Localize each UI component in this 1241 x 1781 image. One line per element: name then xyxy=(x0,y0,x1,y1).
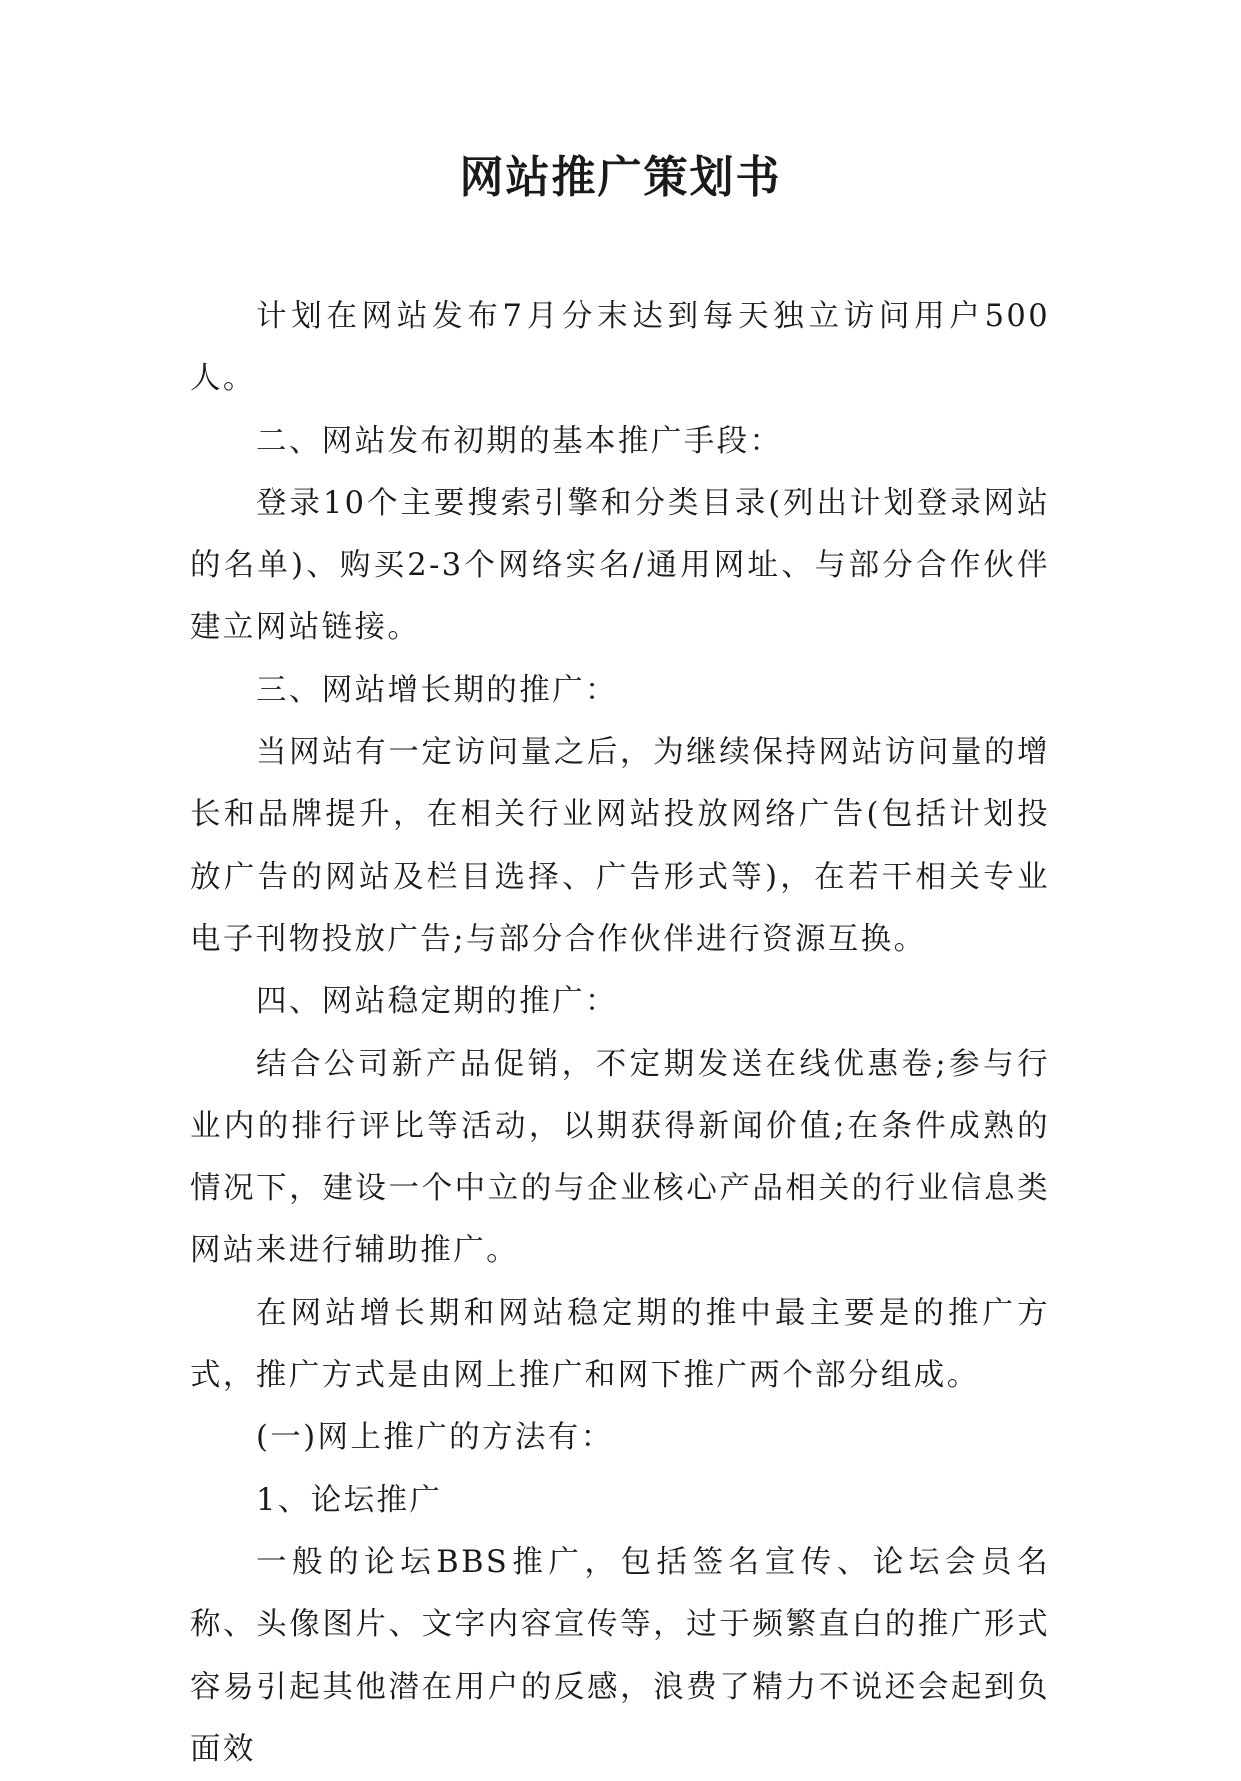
paragraph-promotion-methods: 在网站增长期和网站稳定期的推中最主要是的推广方式，推广方式是由网上推广和网下推广两个部分组成。 xyxy=(190,1295,1050,1394)
document-body xyxy=(190,286,1050,1781)
paragraph-growth-promotion: 当网站有一定访问量之后，为继续保持网站访问量的增长和品牌提升，在相关行业网站投放网络广告(包括计划投放广告的网站及栏目选择、广告形式等)，在若干相关专业电子刊物投放广告;与部分合作伙伴进行资源互换。 xyxy=(190,735,1050,957)
document-title: 网站推广策划书 xyxy=(459,152,782,203)
paragraph-initial-promotion: 登录10个主要搜索引擎和分类目录(列出计划登录网站的名单)、购买2-3个网络实名/通用网址、与部分合作伙伴建立网站链接。 xyxy=(190,485,1050,646)
heading-growth-promotion: 三、网站增长期的推广： xyxy=(256,672,618,708)
heading-forum-promotion: 1、论坛推广 xyxy=(256,1482,443,1518)
paragraph-goal: 计划在网站发布7月分末达到每天独立访问用户500人。 xyxy=(190,299,1050,397)
heading-stable-promotion: 四、网站稳定期的推广： xyxy=(256,984,618,1020)
heading-online-methods: (一)网上推广的方法有： xyxy=(256,1420,614,1456)
paragraph-forum-promotion: 一般的论坛BBS推广，包括签名宣传、论坛会员名称、头像图片、文字内容宣传等，过于频繁直白的推广形式容易引起其他潜在用户的反感，浪费了精力不说还会起到负面效 xyxy=(190,1544,1050,1767)
heading-initial-promotion: 二、网站发布初期的基本推广手段： xyxy=(256,423,783,459)
paragraph-stable-promotion: 结合公司新产品促销，不定期发送在线优惠卷;参与行业内的排行评比等活动，以期获得新闻价值;在条件成熟的情况下，建设一个中立的与企业核心产品相关的行业信息类网站来进行辅助推广。 xyxy=(190,1046,1050,1269)
